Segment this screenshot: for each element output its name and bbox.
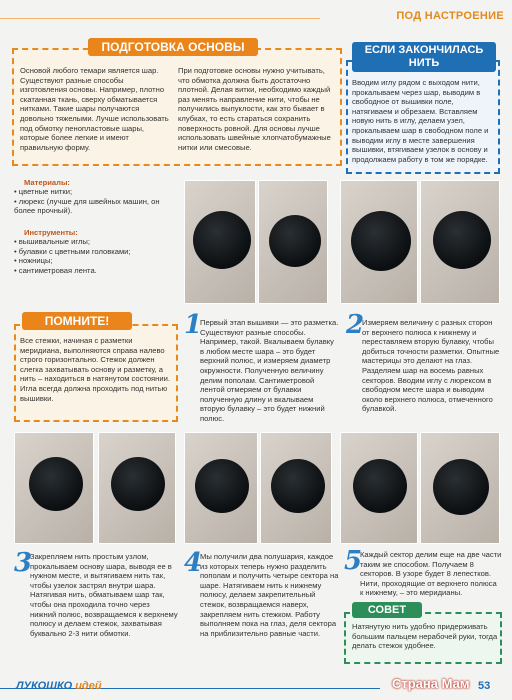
basics-col1: Основой любого темари является шар. Существуют разные способы изготовления основы. Например, плотно скатанная ткань, сверху обматывается нитками. Такие шары получаются довольно тяжелыми. Лучше использовать под обмотку пенопластовые шары, которые более легкие и имеют правильную форму. xyxy=(20,66,169,152)
step-text: Измеряем величину с разных сторон от верхнего полюса к нижнему и переставляем вторую булавку, чтобы добиться точности разметки. Опытные мастерицы это делают на глаз. Разделяем шар на восемь равных секторов. Вводим иглу с люрексом в свободном месте шара и выводим около верхнего полюса, отмеченного булавкой. xyxy=(362,318,500,414)
ball-image xyxy=(433,459,489,515)
ball-image xyxy=(271,459,325,513)
photo-step5-a xyxy=(340,432,418,544)
basics-title: ПОДГОТОВКА ОСНОВЫ xyxy=(88,38,258,56)
tools-item: • ножницы; xyxy=(14,256,53,266)
tools-item: • сантиметровая лента. xyxy=(14,265,97,275)
step-number: 5 xyxy=(344,546,363,576)
photo-step4-b xyxy=(260,432,332,544)
advice-text: Натянутую нить удобно придерживать большим пальцем нерабочей руки, тогда делать стежок удобнее. xyxy=(352,622,498,651)
ball-image xyxy=(193,211,251,269)
step-number: 3 xyxy=(14,548,33,578)
step-text: Первый этап вышивки — это разметка. Существуют разные способы. Например, такой. Вкалываем булавку в любом месте шара – это будет верхний полюс, и измеряем диаметр окружности. Полученную величину делим пополам. Сантиметровой лентой отмеряем от булавки полученную длину и вкалываем вторую булавку – это будет нижний полюс. xyxy=(200,318,339,423)
ball-image xyxy=(351,211,411,271)
ball-image xyxy=(195,459,249,513)
materials-item: • люрекс (лучше для швейных машин, он более прочный). xyxy=(14,196,160,216)
photo-step2-a xyxy=(340,180,418,304)
section-header xyxy=(338,10,512,28)
ball-image xyxy=(111,457,165,511)
photo-step2-b xyxy=(420,180,500,304)
footer-brand-main: ЛУКОШКО xyxy=(16,680,73,692)
ball-image xyxy=(353,459,407,513)
photo-step1-b xyxy=(258,180,328,304)
photo-step1-a xyxy=(184,180,256,304)
footer-brand-sub: идей xyxy=(75,680,102,692)
materials-label: Материалы: xyxy=(24,178,70,187)
tools-item: • вышивальные иглы; xyxy=(14,237,90,246)
step-text: Каждый сектор делим еще на две части таким же способом. Получаем 8 секторов. В узоре будет 8 лепестков. Нити, проходящие от верхнего полюса к нижнему, – это меридианы. xyxy=(360,550,502,598)
step-number: 1 xyxy=(184,310,203,340)
step-number: 2 xyxy=(346,310,365,340)
materials-item: • цветные нитки; xyxy=(14,187,73,196)
ball-image xyxy=(29,457,83,511)
tools-label: Инструменты: xyxy=(24,228,78,237)
step-number: 4 xyxy=(184,548,203,578)
step-text: Мы получили два полушария, каждое из которых теперь нужно разделить пополам и получить четыре сектора на шаре. Натягиваем нить к нижнему полюсу, делаем закрепительный стежок, возвращаемся наверх, закрепляем нить стежком. Работу выполняем пока на глаз, деля сектора на приблизительно равные части. xyxy=(200,552,339,638)
tools-list xyxy=(14,237,184,275)
photo-step4-a xyxy=(184,432,258,544)
section-title: ПОД НАСТРОЕНИЕ xyxy=(396,10,504,22)
photo-step3-a xyxy=(14,432,94,544)
page-number: 53 xyxy=(478,680,491,692)
remember-title: ПОМНИТЕ! xyxy=(22,312,132,330)
footer-brand xyxy=(16,680,102,692)
step-text: Закрепляем нить простым узлом, прокалываем основу шара, выводя ее в нужном месте, и вытягиваем нить так, чтобы узелок застрял внутри шара. Натягивая нить, обматываем шар так, чтобы она проходила точно через нижний полюс, возвращаемся к верхнему полюсу и делаем стежок, захватывая буквально 2-3 нити обмотки. xyxy=(30,552,178,638)
ball-image xyxy=(433,211,491,269)
thread-title: ЕСЛИ ЗАКОНЧИЛАСЬ НИТЬ xyxy=(352,42,496,72)
header-rule xyxy=(0,18,320,19)
remember-text: Все стежки, начиная с разметки меридиана, выполняются справа налево строго горизонтально. Стежок должен слегка захватывать основу и разметку, а нить – находиться в натянутом состоянии. Игла всегда должна проходить под нитью вышивки. xyxy=(20,336,170,403)
tools-item: • булавки с цветными головками; xyxy=(14,246,131,256)
photo-step5-b xyxy=(420,432,500,544)
thread-text: Вводим иглу рядом с выходом нити, прокалываем через шар, выводим в свободное от вышивки поле, натягиваем и обрезаем. Вставляем новую нить в иглу, делаем узел, прокалываем шар в свободном поле и выводим иглу в месте завершения вышивки, втягиваем узелок в основу и продолжаем работу в том же порядке. xyxy=(352,78,489,164)
materials-list xyxy=(14,187,174,216)
watermark: Страна Мам xyxy=(392,676,470,691)
photo-step3-b xyxy=(98,432,176,544)
ball-image xyxy=(269,215,321,267)
basics-col2: При подготовке основы нужно учитывать, что обмотка должна быть достаточно плотной. Делая витки, необходимо каждый раз менять направление нити, чтобы не получились выпуклости, как это бывает в клубках, то есть стараться сохранить поверхность ровной. Для основы лучше использовать швейные хлопчатобумажные нитки или смесовые. xyxy=(178,66,331,152)
advice-title: СОВЕТ xyxy=(352,602,422,618)
